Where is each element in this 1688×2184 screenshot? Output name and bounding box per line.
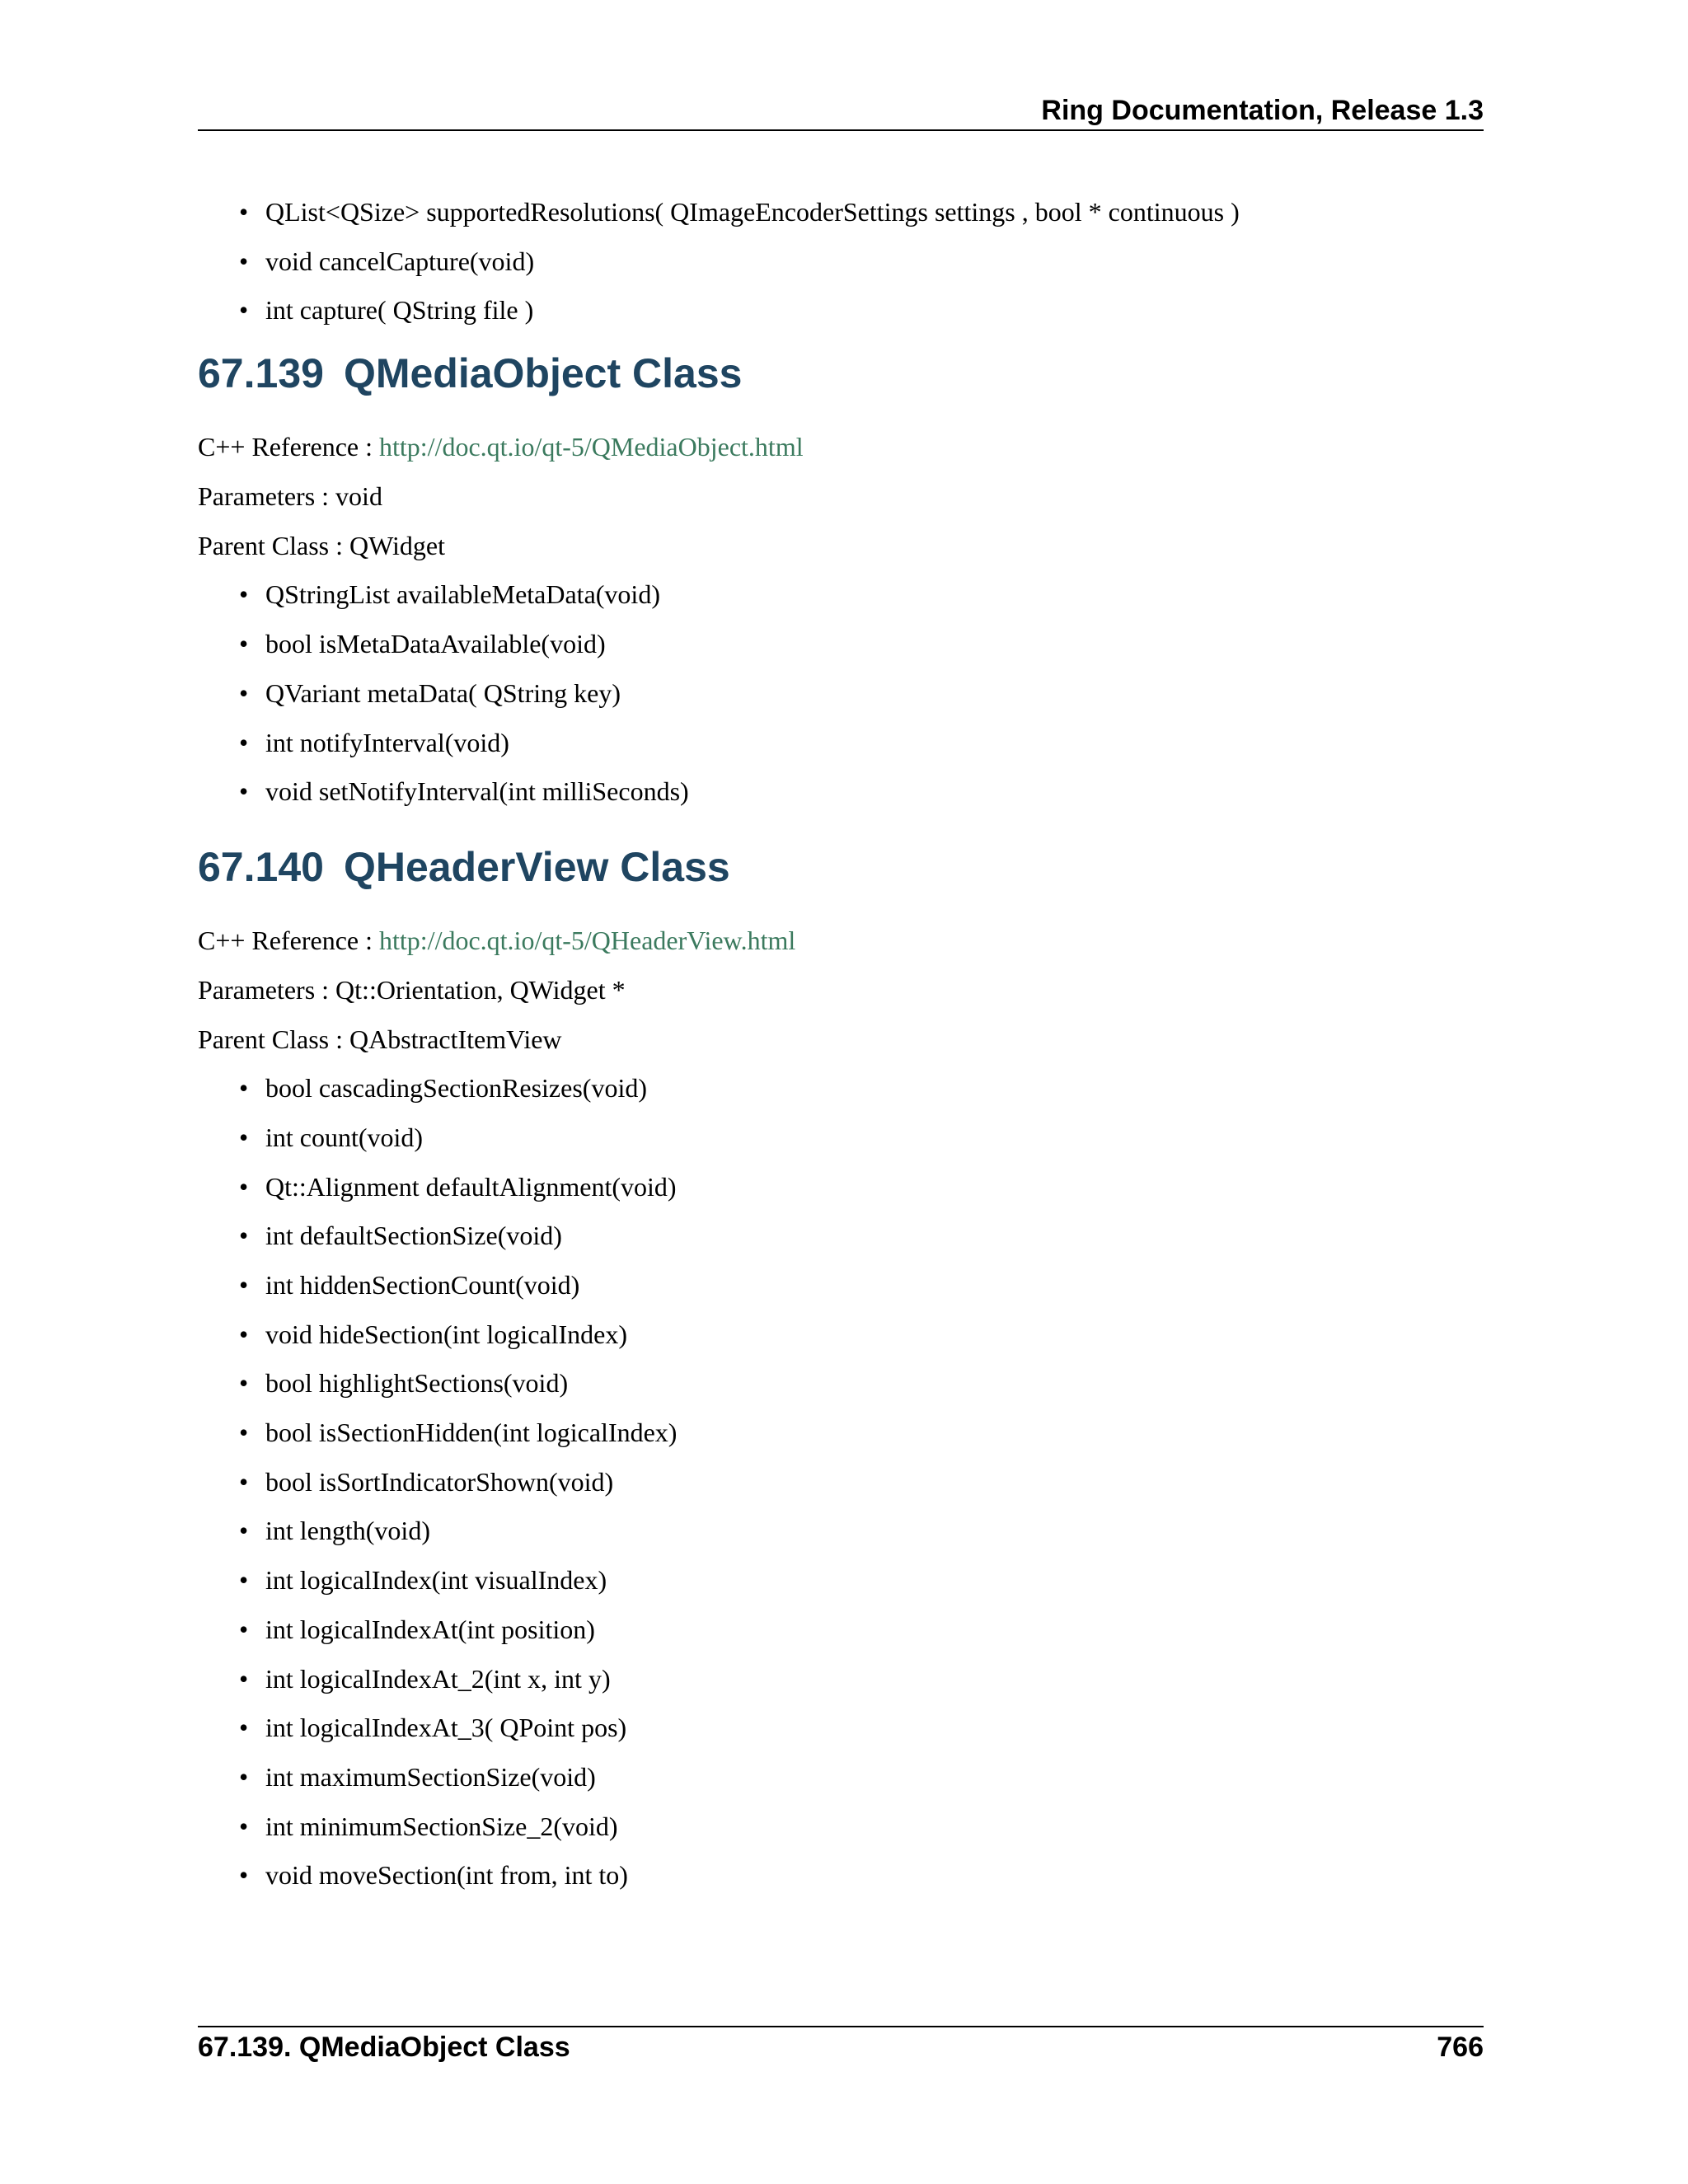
list-item [239,627,1484,660]
bullet-icon: • [239,1073,249,1104]
list-item [239,1121,1484,1154]
bullet-icon: • [239,1221,249,1251]
section-name: QMediaObject Class [343,350,743,397]
page-number: 766 [1437,2032,1484,2063]
cpp-reference-line [198,924,1484,957]
parent-class-line: Parent Class : QWidget [198,530,445,560]
method-signature: QVariant metaData( QString key) [265,677,621,708]
bullet-icon: • [239,1466,249,1497]
bullet-icon: • [239,1614,249,1644]
list-item [239,1268,1484,1301]
bullet-icon: • [239,1761,249,1792]
bullet-icon: • [239,1663,249,1694]
parent-class-line: Parent Class : QAbstractItemView [198,1024,562,1054]
section-name: QHeaderView Class [343,844,730,891]
method-signature: Qt::Alignment defaultAlignment(void) [265,1171,677,1202]
list-item [239,726,1484,759]
list-item [239,1219,1484,1252]
document-page [198,0,1484,2184]
method-signature: int notifyInterval(void) [265,727,509,757]
list-item [239,1170,1484,1203]
bullet-icon: • [239,1319,249,1349]
list-item [239,1760,1484,1793]
method-signature: void hideSection(int logicalIndex) [265,1319,627,1349]
cpp-reference-link[interactable]: http://doc.qt.io/qt-5/QHeaderView.html [379,926,796,956]
method-signature: void setNotifyInterval(int milliSeconds) [265,776,689,807]
method-signature: void cancelCapture(void) [265,246,535,276]
bullet-icon: • [239,1860,249,1891]
method-signature: int capture( QString file ) [265,295,534,326]
method-signature: int logicalIndexAt_2(int x, int y) [265,1663,611,1694]
bullet-icon: • [239,776,249,807]
list-item [239,1366,1484,1399]
bullet-icon: • [239,579,249,610]
list-item [239,1858,1484,1891]
section-title-qheaderview [198,842,1484,892]
method-signature: int maximumSectionSize(void) [265,1761,596,1792]
method-signature: bool isSortIndicatorShown(void) [265,1466,614,1497]
section-number: 67.140 [198,844,324,891]
list-item [239,1662,1484,1695]
list-item [239,1465,1484,1498]
list-item [239,1563,1484,1596]
list-item [239,1318,1484,1351]
parameters-line: Parameters : Qt::Orientation, QWidget * [198,974,626,1005]
bullet-icon: • [239,1516,249,1546]
method-signature: QList<QSize> supportedResolutions( QImageEncoderSettings settings , bool * continuous ) [265,197,1240,227]
list-item [239,195,1484,228]
bullet-icon: • [239,1122,249,1152]
section-title-qmediaobject [198,349,1484,398]
bullet-icon: • [239,1713,249,1743]
list-item [239,1613,1484,1646]
list-item [239,775,1484,808]
bullet-icon: • [239,1171,249,1202]
qmediaobject-method-list [198,578,1484,808]
list-item [239,1514,1484,1547]
bullet-icon: • [239,1565,249,1596]
bullet-icon: • [239,197,249,227]
method-signature: int logicalIndex(int visualIndex) [265,1565,607,1596]
cpp-reference-label: C++ Reference : [198,926,379,956]
footer-section-title: 67.139. QMediaObject Class [198,2032,570,2063]
method-signature: bool cascadingSectionResizes(void) [265,1073,647,1104]
bullet-icon: • [239,727,249,757]
list-item [239,677,1484,710]
method-signature: int hiddenSectionCount(void) [265,1270,580,1300]
method-signature: int logicalIndexAt_3( QPoint pos) [265,1713,627,1743]
list-item [239,293,1484,326]
qheaderview-method-list [198,1071,1484,1891]
bullet-icon: • [239,1368,249,1399]
bullet-icon: • [239,1418,249,1448]
bullet-icon: • [239,295,249,326]
bullet-icon: • [239,1270,249,1300]
intro-method-list [198,195,1484,326]
method-signature: bool highlightSections(void) [265,1368,569,1399]
list-item [239,1711,1484,1744]
list-item [239,1071,1484,1104]
method-signature: int logicalIndexAt(int position) [265,1614,595,1644]
footer-divider [198,2026,1484,2027]
cpp-reference-label: C++ Reference : [198,432,379,462]
cpp-reference-link[interactable]: http://doc.qt.io/qt-5/QMediaObject.html [379,432,804,462]
method-signature: int minimumSectionSize_2(void) [265,1811,618,1841]
bullet-icon: • [239,1811,249,1841]
bullet-icon: • [239,677,249,708]
method-signature: bool isSectionHidden(int logicalIndex) [265,1418,678,1448]
method-signature: int count(void) [265,1122,424,1152]
bullet-icon: • [239,629,249,659]
cpp-reference-line [198,430,1484,463]
page-content [198,195,1484,1908]
method-signature: void moveSection(int from, int to) [265,1860,628,1891]
list-item [239,1810,1484,1843]
list-item [239,245,1484,278]
section-number: 67.139 [198,350,324,397]
list-item [239,1416,1484,1449]
running-header: Ring Documentation, Release 1.3 [1041,95,1484,126]
header-divider [198,129,1484,131]
method-signature: bool isMetaDataAvailable(void) [265,629,606,659]
method-signature: int defaultSectionSize(void) [265,1221,562,1251]
parameters-line: Parameters : void [198,481,382,512]
method-signature: int length(void) [265,1516,430,1546]
method-signature: QStringList availableMetaData(void) [265,579,660,610]
bullet-icon: • [239,246,249,276]
list-item [239,578,1484,611]
